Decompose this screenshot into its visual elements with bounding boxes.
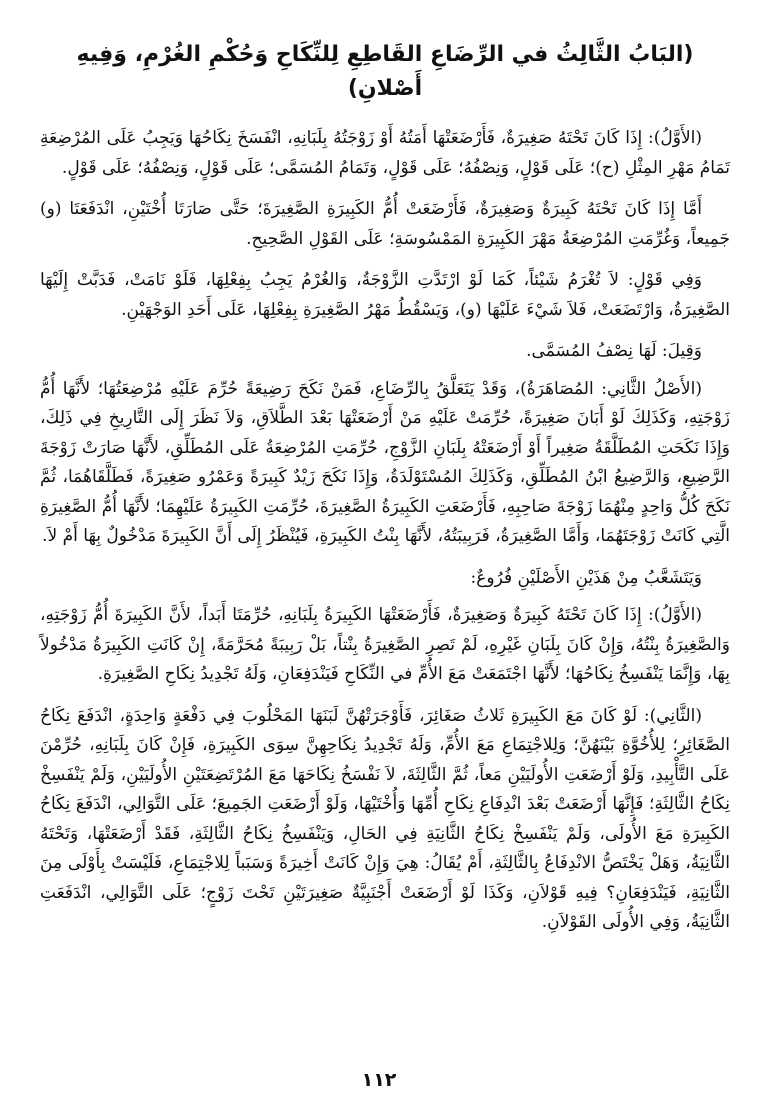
paragraph-second-principle: (الأَصْلُ الثَّانِي: المُصَاهَرَةُ)، وَقَدْ يَتَعَلَّقُ بِالرِّضَاعِ، فَمَنْ نَكَحَ رَضِيعَةً حُرِّمَ عَلَيْهِ مُرْضِعَتُهَا؛ لأَنَّهَا أُمُّ زَوْجَتِهِ، وَكَذَلِكَ لَوْ أَبَانَ صَغِيرَةً، حُرِّمَتْ عَلَيْهِ مَنْ أَرْضَعَتْهَا بَعْدَ الطَّلاَقِ، وَلاَ نَظَرَ إِلَى التَّارِيخِ فِي ذَلِكَ، وَإِذَا نَكَحَتِ المُطَلَّقَةُ صَغِيراً أَوْ أَرْضَعَتْهُ بِلَبَانِ الزَّوْجِ، حُرِّمَتِ المُرْضِعَةُ عَلَى المُطَلِّقِ، لأَنَّهَا صَارَتْ زَوْجَةَ الرَّضِيعِ، وَالرَّضِيعُ ابْنُ المُطَلِّقِ، وَكَذَلِكَ المُسْتَوْلَدَةُ، وَإِذَا نَكَحَ زَيْدٌ كَبِيرَةً وَعَمْرُو صَغِيرَةً، فَطَلَّقَاهُمَا، ثُمَّ نَكَحَ كُلُّ وَاحِدٍ مِنْهُمَا زَوْجَةَ صَاحِبِهِ، فَأَرْضَعَتِ الكَبِيرَةُ الصَّغِيرَةَ، حُرِّمَتِ الكَبِيرَةُ عَلَيْهِمَا؛ لأَنَّهَا أُمُّ الصَّغِيرَةِ الَّتِي كَانَتْ زَوْجَتَهُمَا، وَأَمَّا الصَّغِيرَةُ، فَرَبِيبَتُهُ، لأَنَّهَا بِنْتُ الكَبِيرَةِ، فَيُنْظَرُ إِلَى أَنَّ الكَبِيرَةَ مَدْخُولٌ بِهَا أَمْ لاَ. xyxy=(40,378,730,546)
page-number: ١١٢ xyxy=(361,1069,397,1091)
paragraph-first-principle: (الأَوَّلُ): إِذَا كَانَ تَحْتَهُ صَغِيرَةٌ، فَأَرْضَعَتْهَا أَمَتُهُ أَوْ زَوْجَتُهُ بِلَبَانِهِ، انْفَسَخَ نِكَاحُهَا وَيَجِبُ عَلَى المُرْضِعَةِ تَمَامُ مَهْرِ المِثْلِ (ح)؛ عَلَى قَوْلٍ، وَنِصْفُهُ؛ عَلَى قَوْلٍ، وَتَمَامُ المُسَمَّى؛ عَلَى قَوْلٍ، وَنِصْفُهُ؛ عَلَى قَوْلٍ. xyxy=(40,128,730,178)
paragraph-half-dowry: وَقِيلَ: لَهَا نِصْفُ المُسَمَّى. xyxy=(526,341,702,361)
paragraph-alternative-opinion: وَفِي قَوْلٍ: لاَ تُغْرَمُ شَيْئاً، كَمَا لَوْ ارْتَدَّتِ الزَّوْجَةُ، وَالغُرْمُ يَجِبُ بِفِعْلِهَا، فَلَوْ نَامَتْ، فَدَبَّتْ إِلَيْهَا الصَّغِيرَةُ، وَارْتَضَعَتْ، فَلاَ شَيْءَ عَلَيْهَا (و)، وَيَسْقُطُ مَهْرُ الصَّغِيرَةِ بِفِعْلِهَا، عَلَى أَحَدِ الوَجْهَيْنِ. xyxy=(40,270,730,320)
paragraph-branch-two: (الثَّانِي): لَوْ كَانَ مَعَ الكَبِيرَةِ ثَلاثُ صَغَائِرَ، فَأَوْجَرَتْهُنَّ لَبَنَهَا المَحْلُوبَ فِي دَفْعَةٍ وَاحِدَةٍ، انْدَفَعَ نِكَاحُ الصَّغَائِرِ؛ لِلأُخُوَّةِ بَيْنَهُنَّ؛ وَلِلاجْتِمَاعِ مَعَ الأُمِّ، وَلَهُ تَجْدِيدُ نِكَاحِهِنَّ سِوَى الكَبِيرَةِ، فَإِنْ كَانَ بِلَبَانِهِ، حُرِّمْنَ عَلَى التَّأْبِيدِ، وَلَوْ أَرْضَعَتِ الأُولَيَيْنِ مَعاً، ثُمَّ الثَّالِثَةَ، لاَ نَفْسَخُ نِكَاحَهَا مَعَ المُرْتَضِعَتَيْنِ الأُولَيَيْنِ، وَلَمْ يَنْفَسِخْ نِكَاحُ الثَّالِثَةِ؛ فَإِنَّهَا أَرْضَعَتْ بَعْدَ انْدِفَاعِ نِكَاحِ أُمِّهَا وَأُخْتَيْهَا، وَلَوْ أَرْضَعَتِ الجَمِيعَ؛ عَلَى التَّوَالِي، انْدَفَعَ نِكَاحُ الكَبِيرَةِ مَعَ الأُولَى، وَلَمْ يَنْفَسِخْ نِكَاحُ الثَّانِيَةِ فِي الحَالِ، وَيَنْفَسِخُ نِكَاحُ الثَّالِثَةِ، فَقَدْ أَرْضَعَتْهَا، وَتَحْتَهُ الثَّانِيَةُ، وَهَلْ يَخْتَصُّ الانْدِفَاعُ بِالثَّالِثَةِ، أَمْ يُقَالُ: هِيَ وَإِنْ كَانَتْ أَخِيرَةً وَسَبَباً لِلاجْتِمَاعِ، فَلَيْسَتْ بِأَوْلَى مِنَ الثَّانِيَةِ، فَيَنْدَفِعَانِ؟ فِيهِ قَوْلاَنِ، وَكَذَا لَوْ أَرْضَعَتْ أَجْنَبِيَّةٌ صَغِيرَتَيْنِ تَحْتَ زَوْجٍ؛ عَلَى التَّوَالِي، انْدَفَعَتِ الثَّانِيَةُ، وَفِي الأُولَى القَوْلاَنِ. xyxy=(40,705,730,932)
paragraph-branch-one: (الأَوَّلُ): إِذَا كَانَ تَحْتَهُ كَبِيرَةٌ وَصَغِيرَةٌ، فَأَرْضَعَتْهَا الكَبِيرَةُ بِلَبَانِهِ، حُرِّمَتَا أَبَداً، لأَنَّ الكَبِيرَةَ أُمُّ زَوْجَتِهِ، وَالصَّغِيرَةُ بِنْتُهُ، وَإِنْ كَانَ بِلَبَانِ غَيْرِهِ، لَمْ تَصِرِ الصَّغِيرَةُ بِنْتاً، بَلْ رَبِيبَةً مُحَرَّمَةً، إِنْ كَانَتِ الكَبِيرَةُ مَدْخُولاً بِهَا، وَإِنَّمَا يَنْفَسِخُ نِكَاحُهَا؛ لأَنَّهَا اجْتَمَعَتْ مَعَ الأُمِّ في النِّكَاحِ فَيَنْدَفِعَانِ، وَلَهُ تَجْدِيدُ نِكَاحِ الصَّغِيرَةِ. xyxy=(40,605,730,684)
book-page xyxy=(40,38,730,1068)
chapter-title: (البَابُ الثَّالِثُ في الرِّضَاعِ القَاطِعِ لِلنِّكَاحِ وَحُكْمِ الغُرْمِ، وَفِيهِ أَصْلانِ) xyxy=(76,42,694,101)
paragraph-two-wives: أَمَّا إِذَا كَانَ تَحْتَهُ كَبِيرَةٌ وَصَغِيرَةٌ، فَأَرْضَعَتْ أُمُّ الكَبِيرَةِ الصَّغِيرَةَ؛ حَتَّى صَارَتَا أُخْتَيْنِ، انْدَفَعَتَا (و) جَمِيعاً، وَغُرِّمَتِ المُرْضِعَةُ مَهْرَ الكَبِيرَةِ المَمْسُوسَةِ؛ عَلَى القَوْلِ الصَّحِيحِ. xyxy=(40,199,730,249)
paragraph-branches-intro: وَيَتَشَعَّبُ مِنْ هَذَيْنِ الأَصْلَيْنِ فُرُوعٌ: xyxy=(470,567,702,588)
